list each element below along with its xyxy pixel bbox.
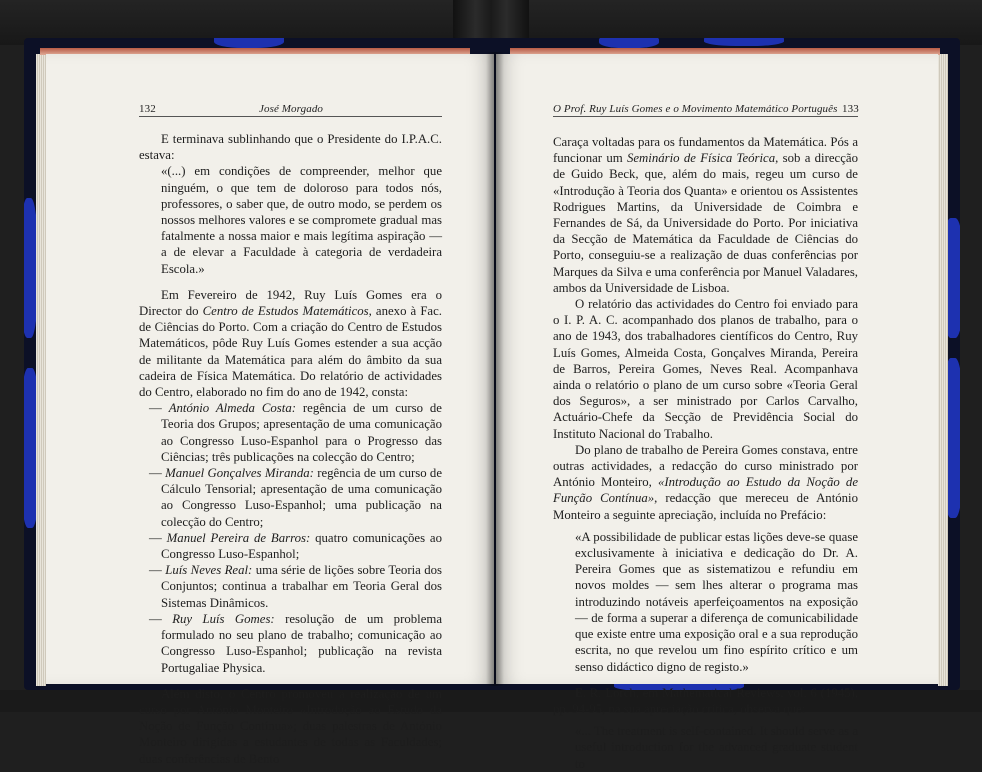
cover-marble: [704, 38, 784, 46]
right-header-rule: [553, 116, 858, 117]
right-running-title: O Prof. Ruy Luís Gomes e o Movimento Matemático Português: [553, 103, 838, 115]
left-page-body: [139, 131, 442, 767]
paragraph: [553, 134, 858, 296]
block-quote: «(...) em condições de compreender, melhor que ninguém, o que tem de doloroso para todos nós, professores, o saber que, de outro modo, se perdem os nossos melhores valores e se compromete gradual mas fatalmente a nossa maior e mais legítima aspiração — a de elevar a Faculdade à categoria de verdadeira Escola.»: [161, 164, 442, 276]
paragraph: [139, 287, 442, 400]
list-item-text: uma série de lições sobre Teoria dos Conjuntos; continua a trabalhar em Teoria Geral dos Sistemas Dinâmicos.: [161, 563, 443, 610]
italic-title: Seminário de Física Teórica: [626, 151, 776, 166]
italic-title: Centro de Estudos Matemáticos: [202, 304, 369, 319]
left-header-rule: [139, 116, 442, 117]
list-item: — Luís Neves Real: uma série de lições sobre Teoria dos Conjuntos; continua a trabalhar em Teoria Geral dos Sistemas Dinâmicos.: [149, 563, 443, 610]
paragraph: E. R. Lorch, em Mathematical Reviews, vol. 6 (1945), pp. 94-95, na sua apreciação crítica, observa que:: [553, 685, 858, 716]
left-page-number: 132: [139, 103, 156, 115]
list-item-name: António Almeda Costa:: [168, 401, 296, 416]
list-item-text: quatro comunicações ao Congresso Luso-Espanhol;: [161, 530, 443, 562]
paragraph: E terminava sublinhando que o Presidente do I.P.A.C. estava:: [139, 132, 442, 163]
right-page-number: 133: [842, 103, 859, 115]
paragraph: O relatório das actividades do Centro foi enviado para o I. P. A. C. acompanhado dos planos de trabalho, para o ano de 1943, dos trabalhadores científicos do Centro, Ruy Luís Gomes, Almeida Costa, Gonçalves Miranda, Pereira de Barros, Pereira Gomes, Neves Real. Acompanhava ainda o relatório o plano de um curso sobre «Teoria Geral dos Seguros», a ser ministrado por Carlos Carvalho, Actuário-Chefe da Secção de Previdência Social do Instituto Nacional do Trabalho.: [553, 297, 858, 441]
list-item-text: regência de um curso de Cálculo Tensorial; apresentação de uma comunicação ao Congresso Luso-Espanhol; uma publicação na colecção do Centro;: [161, 466, 442, 529]
cover-marble: [214, 38, 284, 48]
list-item-name: Manuel Pereira de Barros:: [166, 530, 311, 545]
cover-marble: [599, 38, 659, 48]
block-quote: «... The treatment is self-contained. It should serve as a useful introduction for the advanced graduate student to: [575, 724, 858, 771]
right-page-body: [553, 134, 858, 772]
list-item-name: Ruy Luís Gomes:: [172, 611, 275, 626]
text-span: , redacção que mereceu de António Monteiro a seguinte apreciação, incluída no Prefácio:: [553, 491, 859, 522]
list-item-text: resolução de um problema formulado no seu plano de trabalho; comunicação ao Congresso Luso-Espanhol; publicação na revista Portugaliae Physica.: [161, 611, 443, 675]
list-item: — Ruy Luís Gomes: resolução de um problema formulado no seu plano de trabalho; comunicação ao Congresso Luso-Espanhol; publicação na revista Portugaliae Physica.: [149, 611, 443, 675]
list-item-name: Luís Neves Real:: [165, 563, 253, 578]
text-span: Do plano de trabalho de Pereira Gomes constava, entre outras actividades, a redacção do curso ministrado por António Monteiro,: [553, 442, 858, 490]
list-item-name: Manuel Gonçalves Miranda:: [165, 466, 314, 481]
paragraph: Além disto, o Centro promoveu a realização de um curso por António Monteiro «Introdução ao Estudo da Noção de Função Contínua»; duas palestras de António Monteiro dirigidas a estudantes de todas as Faculdades; duas conferências de Bento: [139, 686, 442, 766]
left-running-title: José Morgado: [259, 103, 324, 115]
italic-title: «Introdução ao Estudo da Noção de Função Contínua»: [553, 475, 858, 506]
text-span: Em Fevereiro de 1942, Ruy Luís Gomes era o Director do: [139, 287, 442, 319]
list-item: — Manuel Pereira de Barros: quatro comunicações ao Congresso Luso-Espanhol;: [149, 530, 443, 562]
list-item-text: regência de um curso de Teoria dos Grupos; apresentação de uma comunicação ao Congresso Luso-Espanhol para o Progresso das Ciências; três publicações na colecção do Centro;: [161, 401, 442, 464]
page-edge-left: [36, 54, 46, 686]
text-span: Caraça voltadas para os fundamentos da Matemática. Pós a funcionar um: [553, 135, 858, 166]
page-edge-right: [938, 54, 948, 686]
text-span: , anexo à Fac. de Ciências do Porto. Com a criação do Centro de Estudos Matemáticos, pôde Ruy Luís Gomes estender a sua acção de militante da Matemática para além do âmbito da sua cadeira de Física Matemática. Do relatório de actividades do Centro, elaborado no fim do ano de 1942, consta:: [139, 304, 442, 400]
list-item: — Manuel Gonçalves Miranda: regência de um curso de Cálculo Tensorial; apresentação de uma comunicação ao Congresso Luso-Espanhol; uma publicação na colecção do Centro;: [149, 466, 442, 529]
list-item: — António Almeda Costa: regência de um curso de Teoria dos Grupos; apresentação de uma comunicação ao Congresso Luso-Espanhol para o Progresso das Ciências; três publicações na colecção do Centro;: [149, 401, 442, 464]
block-quote: «A possibilidade de publicar estas lições deve-se quase exclusivamente à iniciativa e dedicação do Dr. A. Pereira Gomes que as sistematizou e refundiu em novos moldes — sem lhes alterar o programa mas introduzindo notáveis aperfeiçoamentos na exposição — de forma a superar a diferença de comunicabilidade que existe entre uma exposição oral e a sua reprodução escrita, no que revelou um fino espírito crítico e um senso didáctico digno de registo.»: [575, 529, 858, 674]
paragraph: [553, 442, 858, 523]
text-span: , sob a direcção de Guido Beck, que, além do mais, regeu um curso de «Introdução à Teoria dos Quanta» e orientou os Assistentes Rodrigues Martins, da Universidade de Coimbra e Fernandes de Sá, da Universidade do Porto. Por iniciativa da Secção de Matemática da Faculdade de Ciências do Porto, conseguiu-se a realização de duas conferências por Marques da Silva e uma conferência por Manuel Valadares, ambos da Universidade de Lisboa.: [553, 151, 858, 295]
book-gutter: [486, 52, 504, 686]
